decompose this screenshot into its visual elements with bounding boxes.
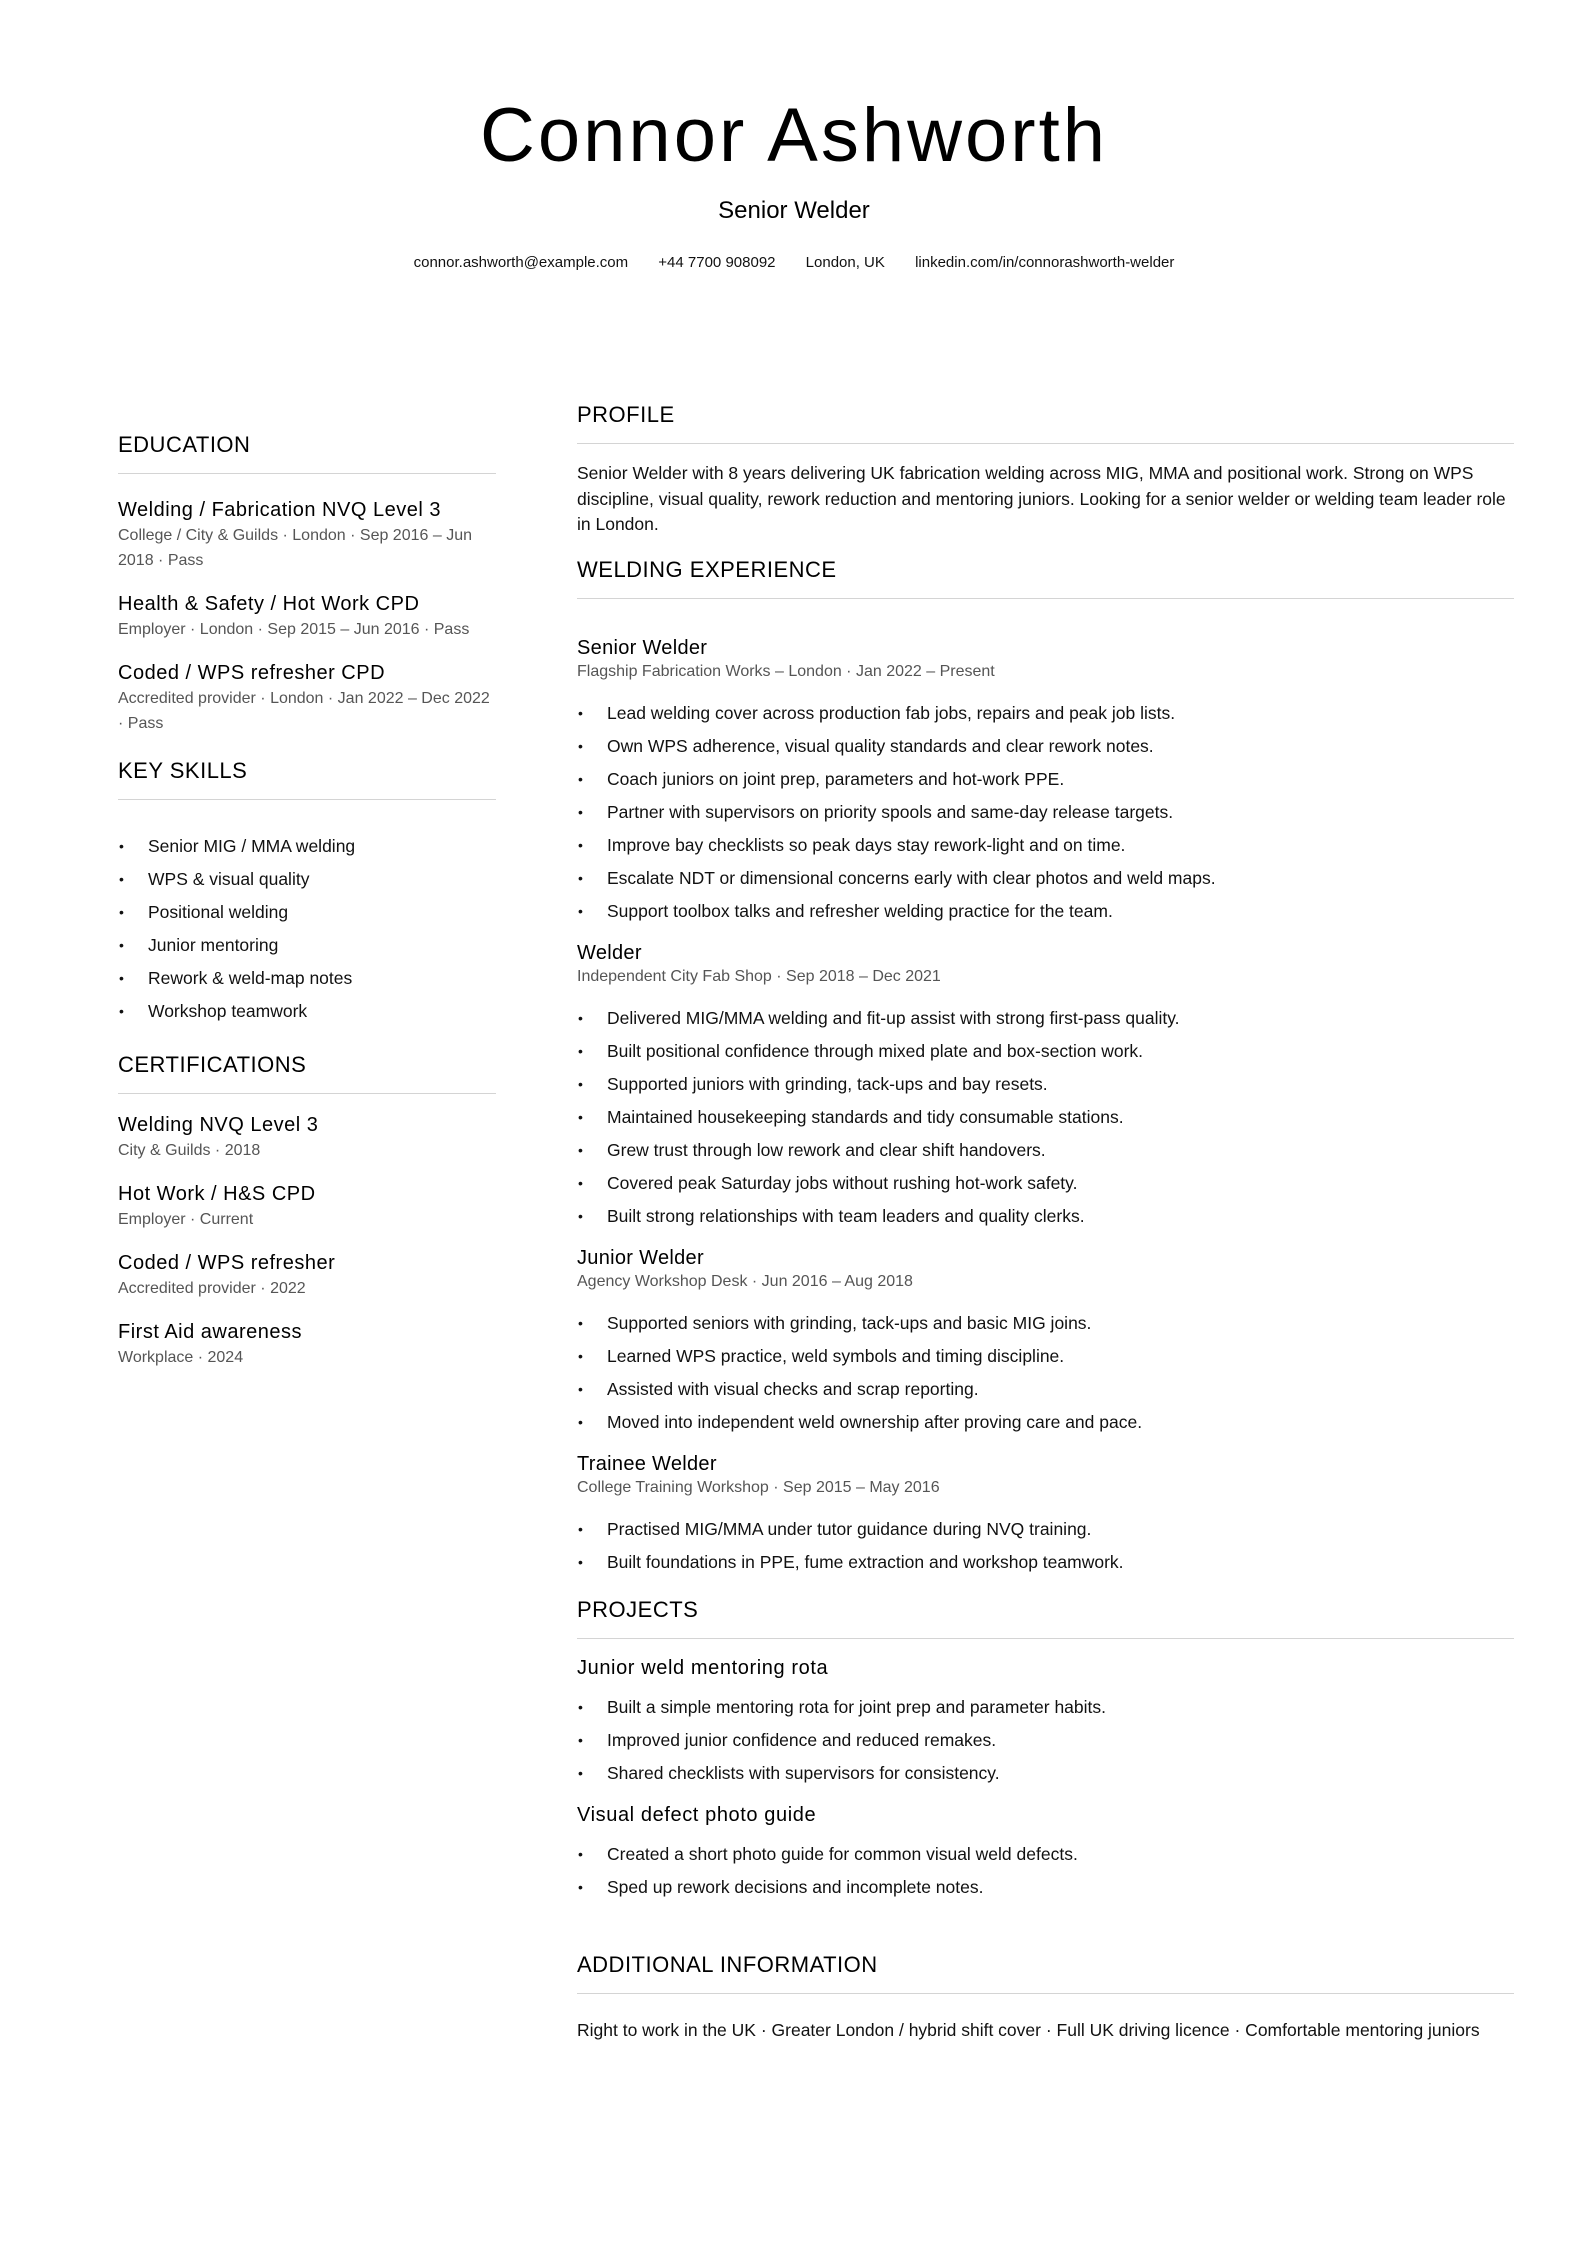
education-item [118,497,496,573]
left-column [118,430,496,1370]
job-entry [577,940,1514,1233]
education-title: Health & Safety / Hot Work CPD [118,593,420,615]
education-title: Coded / WPS refresher CPD [118,662,386,684]
certification-item [118,1181,496,1232]
project-entry [577,1655,1514,1790]
job-bullet: • Lead welding cover across production fab jobs, repairs and peak job lists. [577,697,1514,730]
job-entry [577,635,1514,928]
project-bullet: • Sped up rework decisions and incomplete notes. [577,1871,1514,1904]
job-bullets [577,1307,1514,1439]
section-heading-education: EDUCATION [118,430,496,474]
certification-title: Coded / WPS refresher [118,1252,336,1274]
job-bullet: • Covered peak Saturday jobs without rushing hot-work safety. [577,1167,1514,1200]
job-bullet: • Supported seniors with grinding, tack-ups and basic MIG joins. [577,1307,1514,1340]
education-item [118,660,496,736]
job-entry [577,1451,1514,1579]
education-section [118,430,496,736]
project-bullets [577,1691,1514,1790]
job-title: Senior Welder [577,636,708,659]
skill-item: • Senior MIG / MMA welding [118,830,496,863]
section-heading-additional: ADDITIONAL INFORMATION [577,1950,1514,1994]
education-title: Welding / Fabrication NVQ Level 3 [118,499,441,521]
job-bullet: • Improve bay checklists so peak days stay rework-light and on time. [577,829,1514,862]
certification-item [118,1319,496,1370]
contact-email[interactable]: connor.ashworth@example.com [413,254,629,271]
additional-text: Right to work in the UK · Greater London / hybrid shift cover · Full UK driving licence · Comfortable mentoring juniors [577,2019,1480,2040]
skill-item: • Workshop teamwork [118,995,496,1028]
project-bullet: • Improved junior confidence and reduced remakes. [577,1724,1514,1757]
section-heading-experience: WELDING EXPERIENCE [577,555,1514,599]
job-bullet: • Built foundations in PPE, fume extraction and workshop teamwork. [577,1546,1514,1579]
job-bullet: • Built strong relationships with team leaders and quality clerks. [577,1200,1514,1233]
project-bullets [577,1838,1514,1904]
education-item [118,591,496,642]
profile-summary: Senior Welder with 8 years delivering UK fabrication welding across MIG, MMA and positional work. Strong on WPS discipline, visual quality, rework reduction and mentoring juniors. Looking for a senior welder or welding team leader role in London. [577,463,1506,534]
skill-item: • WPS & visual quality [118,863,496,896]
job-bullet: • Grew trust through low rework and clear shift handovers. [577,1134,1514,1167]
project-title: Junior weld mentoring rota [577,1656,829,1679]
certification-title: First Aid awareness [118,1321,303,1343]
section-heading-certifications: CERTIFICATIONS [118,1050,496,1094]
section-heading-projects: PROJECTS [577,1595,1514,1639]
profile-section [577,400,1514,538]
contact-phone[interactable]: +44 7700 908092 [658,254,776,271]
contact-linkedin[interactable]: linkedin.com/in/connorashworth-welder [915,254,1175,271]
job-bullet: • Practised MIG/MMA under tutor guidance during NVQ training. [577,1513,1514,1546]
job-bullets [577,1513,1514,1579]
job-bullet: • Delivered MIG/MMA welding and fit-up assist with strong first-pass quality. [577,1002,1514,1035]
project-title: Visual defect photo guide [577,1803,817,1826]
job-bullets [577,1002,1514,1233]
section-heading-skills: KEY SKILLS [118,756,496,800]
job-bullet: • Learned WPS practice, weld symbols and timing discipline. [577,1340,1514,1373]
job-bullets [577,697,1514,928]
skills-list [118,830,496,1028]
skill-item: • Junior mentoring [118,929,496,962]
skill-item: • Positional welding [118,896,496,929]
certification-item [118,1250,496,1301]
job-bullet: • Moved into independent weld ownership after proving care and pace. [577,1406,1514,1439]
job-details: Independent City Fab Shop · Sep 2018 – Dec 2021 [577,967,941,985]
contact-location: London, UK [805,254,885,271]
job-bullet: • Partner with supervisors on priority spools and same-day release targets. [577,796,1514,829]
job-bullet: • Assisted with visual checks and scrap reporting. [577,1373,1514,1406]
additional-section [577,1950,1514,2044]
certification-details: Accredited provider · 2022 [118,1280,306,1297]
job-title: Junior Welder [577,1246,704,1269]
candidate-title: Senior Welder [718,197,870,224]
certification-details: Workplace · 2024 [118,1349,244,1366]
projects-section [577,1595,1514,1904]
project-entry [577,1802,1514,1904]
job-title: Welder [577,941,642,964]
education-details: Employer · London · Sep 2015 – Jun 2016 · Pass [118,621,470,638]
job-entry [577,1245,1514,1439]
contact-line [0,253,1588,273]
job-bullet: • Supported juniors with grinding, tack-ups and bay resets. [577,1068,1514,1101]
experience-section [577,555,1514,1579]
education-details: College / City & Guilds · London · Sep 2016 – Jun 2018 · Pass [118,527,472,569]
job-details: Agency Workshop Desk · Jun 2016 – Aug 2018 [577,1272,913,1290]
project-bullet: • Created a short photo guide for common visual weld defects. [577,1838,1514,1871]
job-bullet: • Own WPS adherence, visual quality standards and clear rework notes. [577,730,1514,763]
job-bullet: • Built positional confidence through mixed plate and box-section work. [577,1035,1514,1068]
project-bullet: • Built a simple mentoring rota for joint prep and parameter habits. [577,1691,1514,1724]
certification-details: City & Guilds · 2018 [118,1142,261,1159]
job-bullet: • Maintained housekeeping standards and tidy consumable stations. [577,1101,1514,1134]
certification-title: Hot Work / H&S CPD [118,1183,316,1205]
job-bullet: • Support toolbox talks and refresher welding practice for the team. [577,895,1514,928]
job-title: Trainee Welder [577,1452,717,1475]
job-details: Flagship Fabrication Works – London · Jan 2022 – Present [577,662,995,680]
skills-section [118,756,496,1028]
job-bullet: • Coach juniors on joint prep, parameters and hot-work PPE. [577,763,1514,796]
education-details: Accredited provider · London · Jan 2022 – Dec 2022 · Pass [118,690,490,732]
project-bullet: • Shared checklists with supervisors for consistency. [577,1757,1514,1790]
job-details: College Training Workshop · Sep 2015 – May 2016 [577,1478,940,1496]
certification-details: Employer · Current [118,1211,254,1228]
skill-item: • Rework & weld-map notes [118,962,496,995]
section-heading-profile: PROFILE [577,400,1514,444]
job-bullet: • Escalate NDT or dimensional concerns early with clear photos and weld maps. [577,862,1514,895]
certification-title: Welding NVQ Level 3 [118,1114,319,1136]
right-column [577,400,1514,2043]
certification-item [118,1112,496,1163]
candidate-name: Connor Ashworth [480,93,1108,178]
certifications-section [118,1050,496,1370]
